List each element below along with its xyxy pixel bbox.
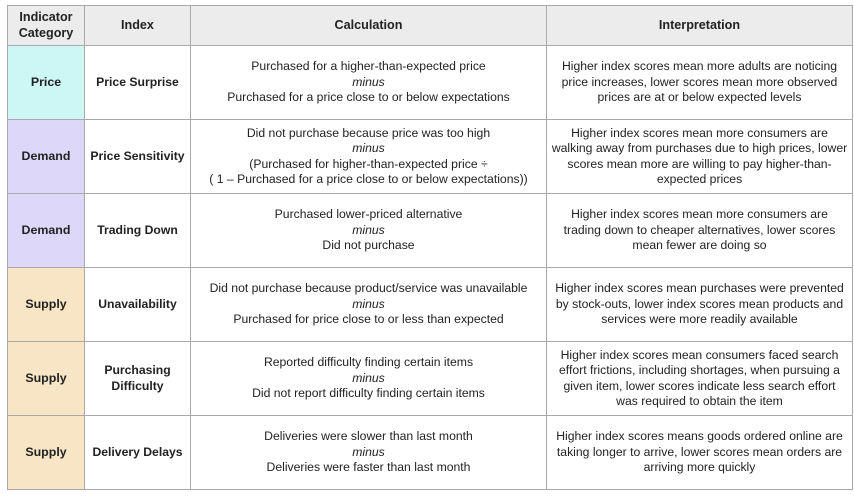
calculation-cell [191,342,547,416]
table-row [8,120,853,194]
header-row [8,6,853,46]
category-cell: Demand [8,120,85,194]
interpretation-cell: Higher index scores means goods ordered online are taking longer to arrive, lower scores mean orders are arriving more quickly [547,416,853,490]
header-index: Index [85,6,191,46]
calc-line: ( 1 – Purchased for a price close to or below expectations)) [209,172,528,186]
table-row [8,46,853,120]
calc-operator: minus [352,444,385,459]
index-cell: Price Sensitivity [85,120,191,194]
calc-line: Deliveries were slower than last month [264,429,473,444]
calc-operator: minus [352,141,385,155]
table-row [8,194,853,268]
calc-line: Did not purchase because product/service was unavailable [209,281,528,296]
interpretation-cell: Higher index scores mean consumers faced search effort frictions, including shortages, when pursuing a given item, lower scores indicate less search effort was required to obtain the item [547,342,853,416]
category-cell: Demand [8,194,85,268]
calc-line: Deliveries were faster than last month [266,460,471,475]
calc-line: Did not purchase [322,238,415,253]
interpretation-cell: Higher index scores mean more adults are noticing price increases, lower scores mean more observed prices are at or below expected levels [547,46,853,120]
calc-line: (Purchased for higher-than-expected price ÷ [249,156,488,171]
calc-line: Purchased for a higher-than-expected price [251,59,486,74]
calc-operator: minus [352,296,385,311]
category-cell: Price [8,46,85,120]
calculation-cell [191,416,547,490]
header-calculation: Calculation [191,6,547,46]
calc-operator: minus [352,222,385,237]
calc-line: Purchased for price close to or less than expected [233,312,504,327]
table-row [8,268,853,342]
calculation-cell [191,194,547,268]
header-category: Indicator Category [8,6,85,46]
calc-operator: minus [352,74,385,89]
index-cell: Unavailability [85,268,191,342]
calc-line: Did not report difficulty finding certain items [252,386,485,401]
index-cell: Purchasing Difficulty [85,342,191,416]
index-cell: Delivery Delays [85,416,191,490]
calc-line: Reported difficulty finding certain items [263,355,474,370]
interpretation-cell: Higher index scores mean more consumers are walking away from purchases due to high prices, lower scores mean more are willing to pay higher-than-expected prices [547,120,853,194]
calculation-cell [191,46,547,120]
category-cell: Supply [8,416,85,490]
indicator-table [7,5,853,490]
index-cell: Price Surprise [85,46,191,120]
table-row [8,342,853,416]
header-interpretation: Interpretation [547,6,853,46]
category-cell: Supply [8,342,85,416]
calc-line: Purchased for a price close to or below expectations [227,90,510,105]
calc-line: Did not purchase because price was too high [246,125,491,140]
calc-line: Purchased lower-priced alternative [274,207,463,222]
calculation-cell [191,120,547,194]
calc-operator: minus [352,370,385,385]
interpretation-cell: Higher index scores mean purchases were prevented by stock-outs, lower index scores mean products and services were more readily available [547,268,853,342]
category-cell: Supply [8,268,85,342]
table-row [8,416,853,490]
index-cell: Trading Down [85,194,191,268]
interpretation-cell: Higher index scores mean more consumers are trading down to cheaper alternatives, lower scores mean fewer are doing so [547,194,853,268]
calculation-cell [191,268,547,342]
